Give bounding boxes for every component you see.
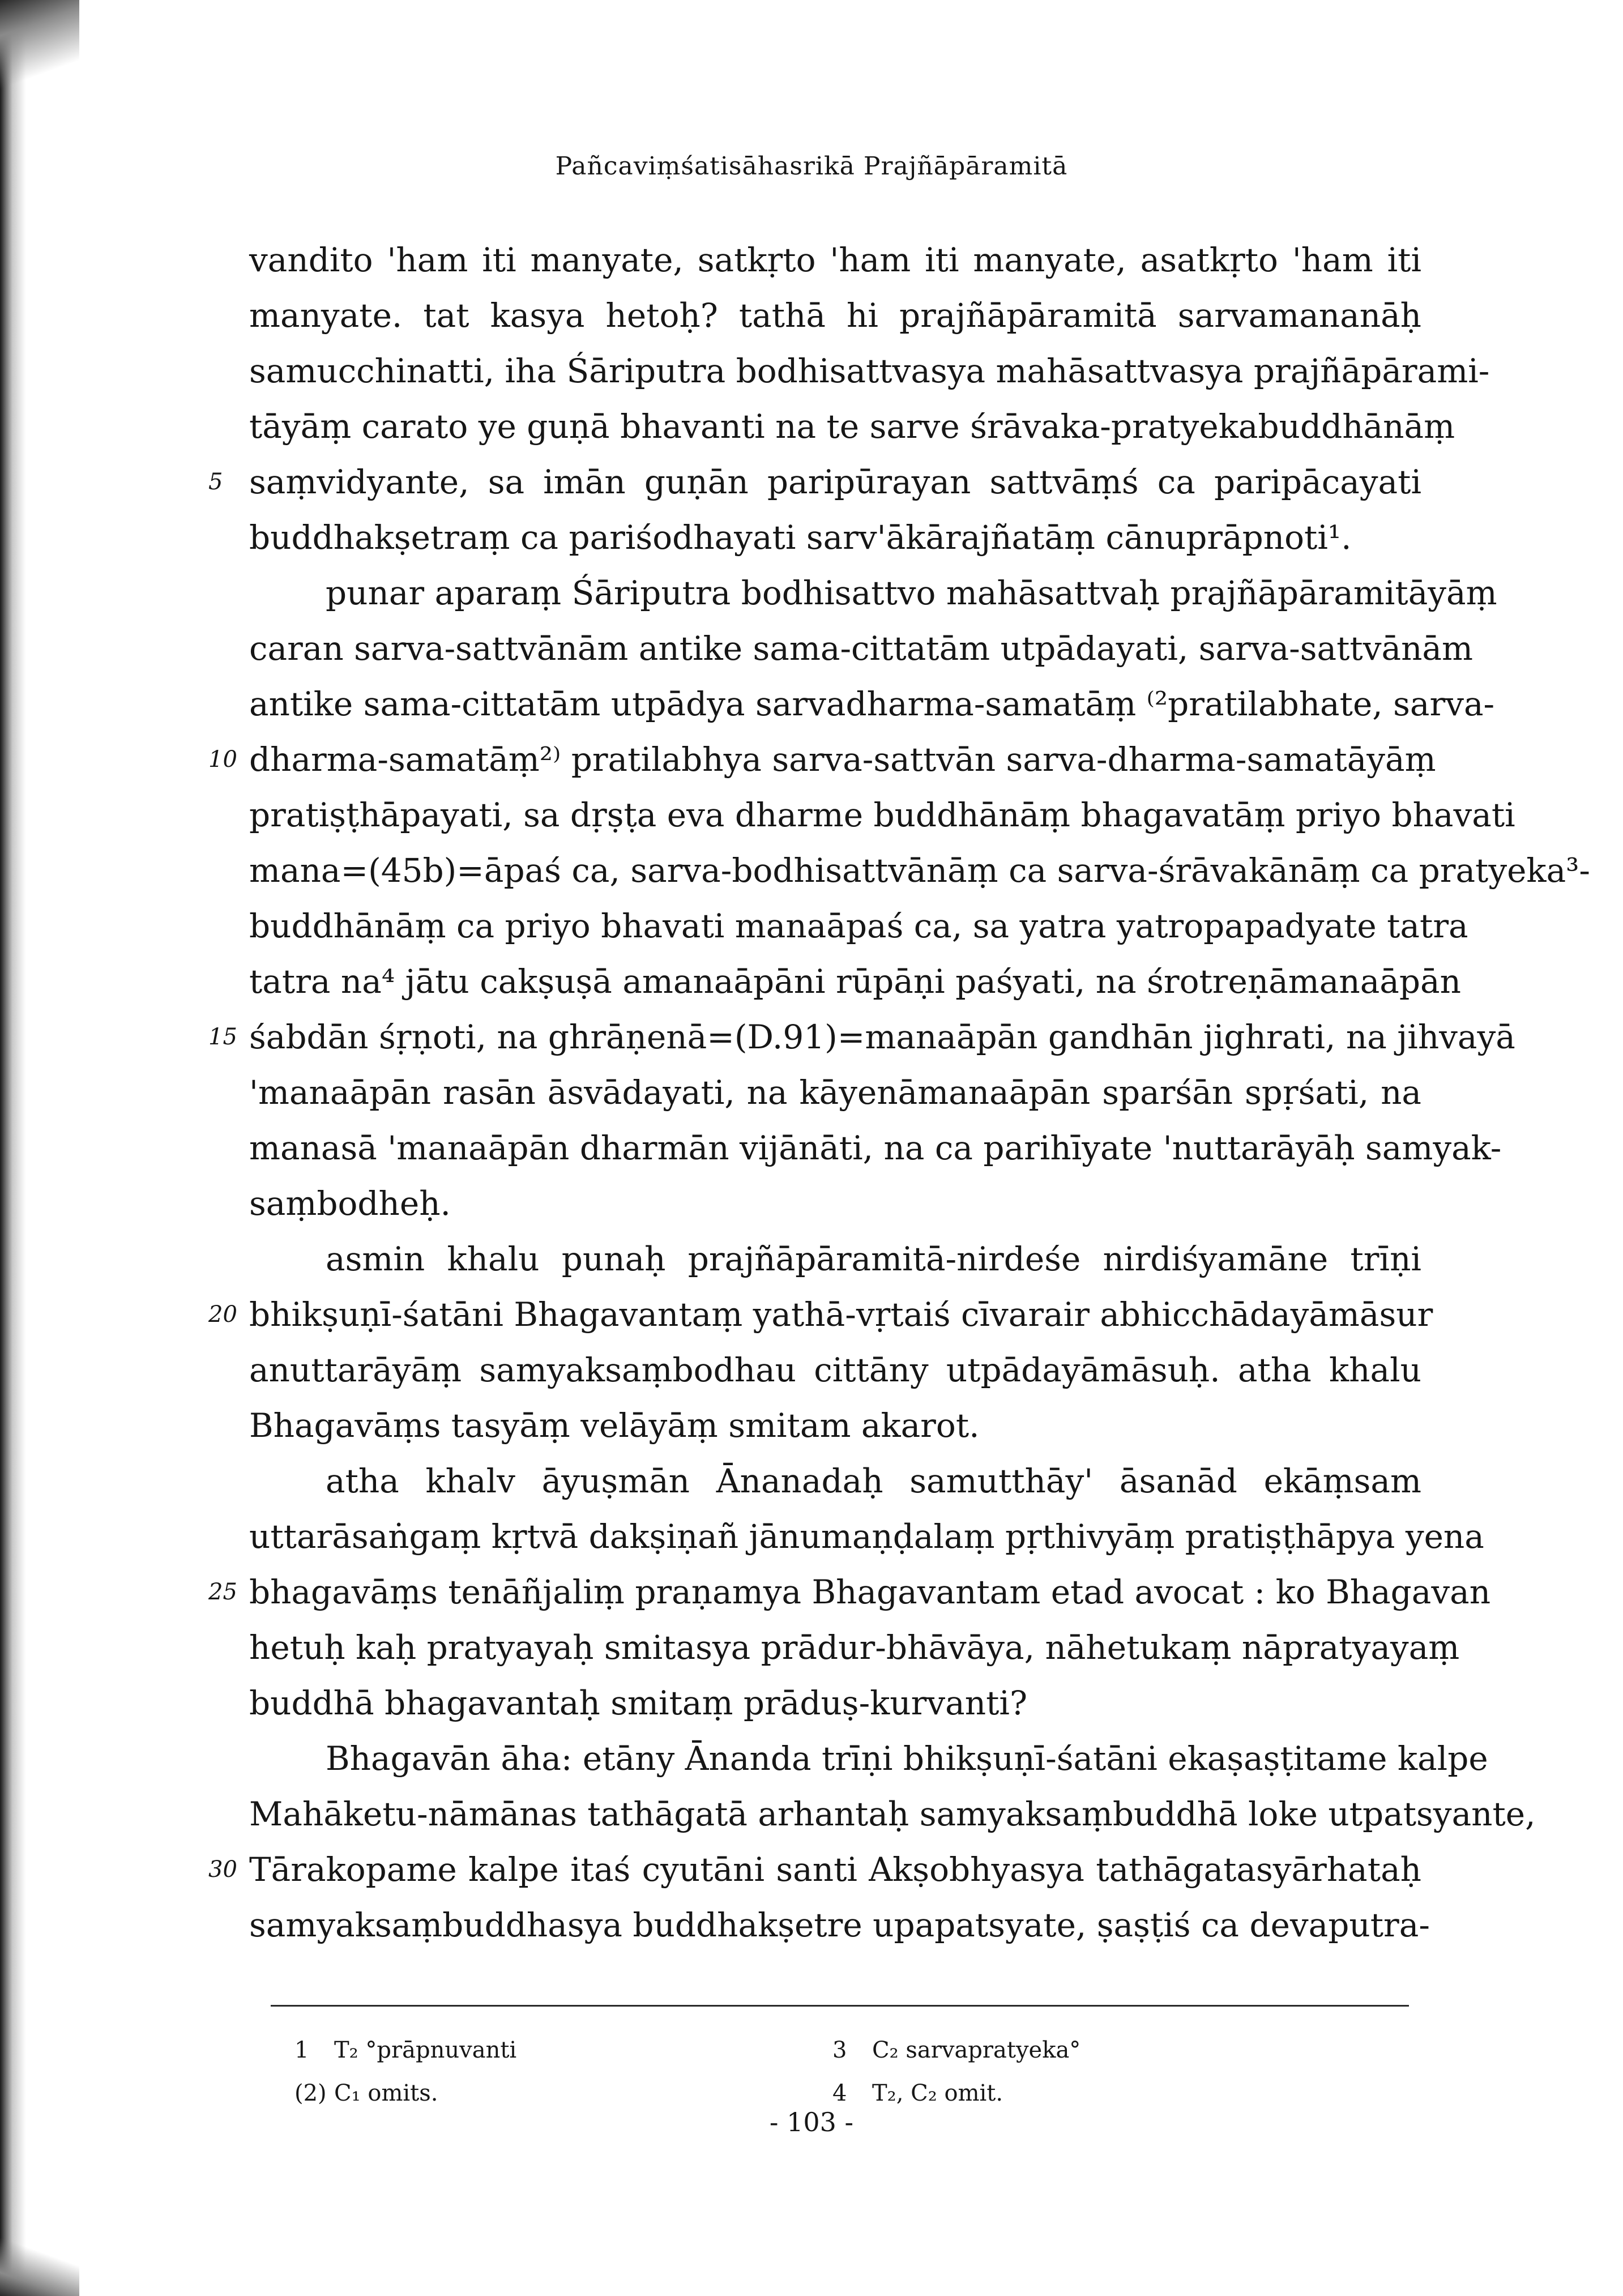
- line-text: samyaksaṃbuddhasya buddhakṣetre upapatsyate, ṣaṣṭiś ca devaputra-: [249, 1906, 1430, 1944]
- text-line: [249, 1509, 1484, 1564]
- line-text: punar aparaṃ Śāriputra bodhisattvo mahāsattvaḥ prajñāpāramitāyāṃ: [326, 574, 1497, 612]
- footnote-text: T₂ °prāpnuvanti: [334, 2037, 517, 2063]
- line-text: samucchinatti, iha Śāriputra bodhisattvasya mahāsattvasya prajñāpārami-: [249, 352, 1490, 390]
- text-line: [249, 1620, 1460, 1675]
- line-number: 5: [208, 469, 223, 495]
- line-number: 15: [208, 1024, 237, 1050]
- line-text: caran sarva-sattvānām antike sama-cittatām utpādayati, sarva-sattvānām: [249, 629, 1473, 668]
- text-line: [249, 1120, 1502, 1176]
- text-line: [249, 676, 1495, 732]
- text-line: [249, 288, 1421, 343]
- text-line: [208, 1842, 1421, 1897]
- line-text: tatra na⁴ jātu cakṣuṣā amanaāpāni rūpāṇi paśyati, na śrotreṇāmanaāpān: [249, 962, 1461, 1001]
- line-text: mana=(45b)=āpaś ca, sarva-bodhisattvānāṃ ca sarva-śrāvakānāṃ ca pratyeka³-: [249, 851, 1591, 890]
- text-line: [249, 954, 1461, 1009]
- line-text: manasā 'manaāpān dharmān vijānāti, na ca parihīyate 'nuttarāyāḥ samyak-: [249, 1129, 1502, 1167]
- line-text: buddhānāṃ ca priyo bhavati manaāpaś ca, sa yatra yatropapadyate tatra: [249, 907, 1468, 945]
- text-line: [249, 843, 1591, 898]
- text-line: [249, 787, 1515, 843]
- line-text: anuttarāyāṃ samyaksaṃbodhau cittāny utpādayāmāsuḥ. atha khalu: [249, 1351, 1421, 1389]
- running-head: Pañcaviṃśatisāhasrikā Prajñāpāramitā: [555, 152, 1068, 181]
- text-line: [249, 1786, 1536, 1842]
- binding-shadow-top: [0, 0, 79, 170]
- text-line: [249, 232, 1421, 288]
- footnote-text: C₁ omits.: [334, 2080, 438, 2106]
- binding-edge: [0, 0, 26, 2296]
- footnote-divider: [271, 2005, 1409, 2007]
- text-line: [208, 732, 1436, 787]
- line-text: Mahāketu-nāmānas tathāgatā arhantaḥ samyaksaṃbuddhā loke utpatsyante,: [249, 1795, 1536, 1833]
- line-text: bhikṣuṇī-śatāni Bhagavantaṃ yathā-vṛtaiś cīvarair abhicchādayāmāsur: [249, 1295, 1433, 1334]
- line-text: vandito 'ham iti manyate, satkṛto 'ham iti manyate, asatkṛto 'ham iti: [249, 241, 1421, 279]
- text-line: [249, 565, 1497, 621]
- text-line: [208, 1564, 1491, 1620]
- footnote-mark: 3: [832, 2037, 847, 2063]
- text-line: [249, 1453, 1421, 1509]
- footnote-mark: 1: [294, 2037, 309, 2063]
- page-number: - 103 -: [769, 2107, 854, 2137]
- line-text: saṃbodheḥ.: [249, 1184, 451, 1223]
- line-text: atha khalv āyuṣmān Ānanadaḥ samutthāy' āsanād ekāṃsam: [326, 1462, 1421, 1500]
- line-text: Tārakopame kalpe itaś cyutāni santi Akṣobhyasya tathāgatasyārhataḥ: [249, 1850, 1421, 1889]
- body-text: [208, 232, 1591, 1953]
- text-line: [249, 1398, 1421, 1453]
- line-number: 20: [208, 1301, 237, 1328]
- text-line: [208, 1009, 1515, 1065]
- line-number: 10: [208, 746, 237, 773]
- text-line: [249, 343, 1490, 399]
- line-text: asmin khalu punaḥ prajñāpāramitā-nirdeśe nirdiśyamāne trīṇi: [326, 1240, 1421, 1278]
- text-line: [249, 1231, 1421, 1287]
- line-text: Bhagavāṃs tasyāṃ velāyāṃ smitam akarot.: [249, 1406, 980, 1445]
- line-text: buddhakṣetraṃ ca pariśodhayati sarv'ākārajñatāṃ cānuprāpnoti¹.: [249, 518, 1352, 557]
- text-line: [249, 399, 1455, 454]
- line-text: tāyāṃ carato ye guṇā bhavanti na te sarve śrāvaka-pratyekabuddhānāṃ: [249, 407, 1455, 446]
- text-line: [249, 1176, 1421, 1231]
- line-text: 'manaāpān rasān āsvādayati, na kāyenāmanaāpān sparśān spṛśati, na: [249, 1073, 1421, 1112]
- text-line: [208, 1287, 1433, 1342]
- footnote-text: T₂, C₂ omit.: [872, 2080, 1003, 2106]
- line-text: buddhā bhagavantaḥ smitaṃ prāduṣ-kurvanti?: [249, 1684, 1028, 1722]
- footnote-row: [294, 2029, 1370, 2072]
- line-number: 25: [208, 1579, 237, 1605]
- footnote: [832, 2029, 1370, 2072]
- text-line: [249, 898, 1468, 954]
- text-line: [249, 1342, 1421, 1398]
- line-text: śabdān śṛṇoti, na ghrāṇenā=(D.91)=manaāpān gandhān jighrati, na jihvayā: [249, 1018, 1515, 1056]
- line-text: dharma-samatāṃ²⁾ pratilabhya sarva-sattvān sarva-dharma-samatāyāṃ: [249, 740, 1436, 779]
- line-text: manyate. tat kasya hetoḥ? tathā hi prajñāpāramitā sarvamananāḥ: [249, 296, 1421, 335]
- text-line: [249, 621, 1473, 676]
- text-line: [249, 510, 1421, 565]
- line-text: bhagavāṃs tenāñjaliṃ praṇamya Bhagavantam etad avocat : ko Bhagavan: [249, 1573, 1491, 1611]
- line-number: 30: [208, 1857, 237, 1883]
- footnote-text: C₂ sarvapratyeka°: [872, 2037, 1081, 2063]
- line-text: hetuḥ kaḥ pratyayaḥ smitasya prādur-bhāvāya, nāhetukaṃ nāpratyayaṃ: [249, 1628, 1460, 1667]
- text-line: [249, 1675, 1421, 1731]
- binding-shadow-bottom: [0, 2194, 79, 2296]
- line-text: Bhagavān āha: etāny Ānanda trīṇi bhikṣuṇī-śatāni ekaṣaṣṭitame kalpe: [326, 1739, 1488, 1778]
- line-text: pratiṣṭhāpayati, sa dṛṣṭa eva dharme buddhānāṃ bhagavatāṃ priyo bhavati: [249, 796, 1515, 834]
- footnotes: [294, 2029, 1370, 2115]
- text-line: [249, 1897, 1430, 1953]
- footnote-mark: (2): [294, 2080, 327, 2106]
- line-text: uttarāsaṅgaṃ kṛtvā dakṣiṇañ jānumaṇḍalaṃ pṛthivyāṃ pratiṣṭhāpya yena: [249, 1517, 1484, 1556]
- line-text: saṃvidyante, sa imān guṇān paripūrayan sattvāṃś ca paripācayati: [249, 463, 1421, 501]
- footnote: [294, 2029, 832, 2072]
- text-line: [249, 1065, 1421, 1120]
- footnote-mark: 4: [832, 2080, 847, 2106]
- line-text: antike sama-cittatām utpādya sarvadharma-samatāṃ ⁽²pratilabhate, sarva-: [249, 685, 1495, 723]
- text-line: [208, 454, 1421, 510]
- text-line: [249, 1731, 1488, 1786]
